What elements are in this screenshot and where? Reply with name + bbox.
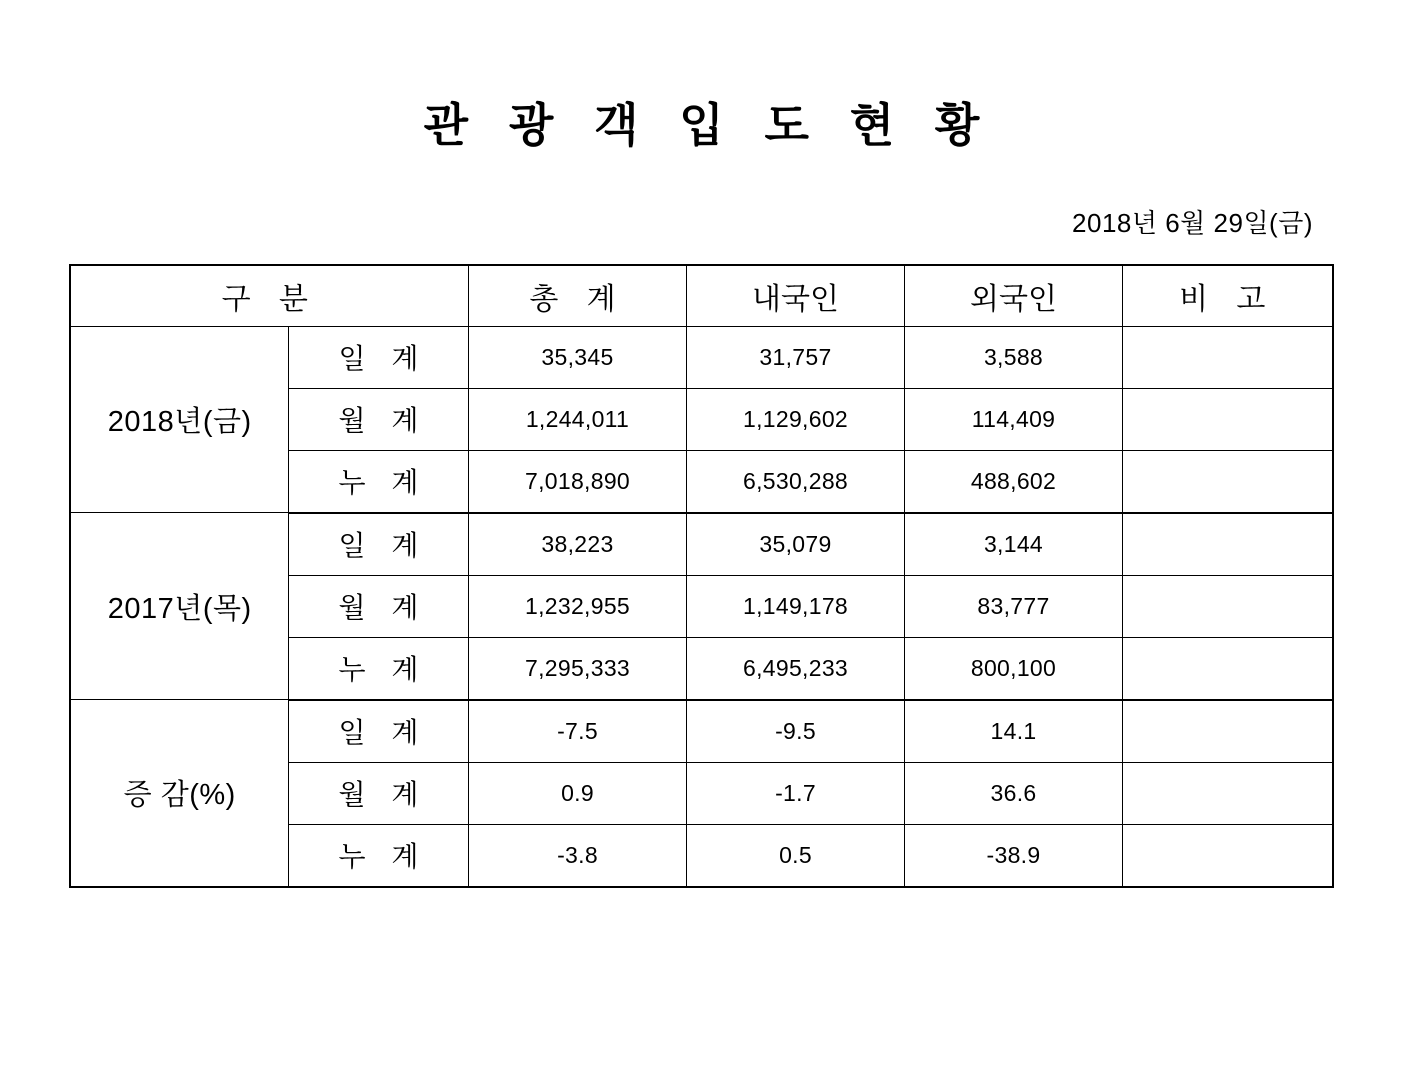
cell-note — [1123, 824, 1333, 887]
cell-note — [1123, 700, 1333, 763]
cell-total: 38,223 — [469, 513, 687, 576]
cell-foreign: 114,409 — [905, 388, 1123, 450]
table-row — [70, 700, 1332, 763]
row-sub-label: 월 계 — [288, 762, 468, 824]
row-sub-label: 누 계 — [288, 450, 468, 513]
cell-domestic: 0.5 — [687, 824, 905, 887]
cell-domestic: 1,149,178 — [687, 575, 905, 637]
cell-total: -3.8 — [469, 824, 687, 887]
report-date: 2018년 6월 29일(금) — [1072, 207, 1313, 238]
cell-total: 1,244,011 — [469, 388, 687, 450]
row-sub-label: 일 계 — [288, 513, 468, 576]
cell-foreign: 488,602 — [905, 450, 1123, 513]
cell-total: 0.9 — [469, 762, 687, 824]
cell-note — [1123, 762, 1333, 824]
cell-domestic: 35,079 — [687, 513, 905, 576]
cell-foreign: -38.9 — [905, 824, 1123, 887]
cell-total: 35,345 — [469, 326, 687, 388]
cell-note — [1123, 326, 1333, 388]
cell-note — [1123, 575, 1333, 637]
cell-foreign: 14.1 — [905, 700, 1123, 763]
column-header-domestic: 내국인 — [687, 265, 905, 327]
row-sub-label: 월 계 — [288, 575, 468, 637]
row-sub-label: 누 계 — [288, 637, 468, 700]
row-group-label: 2017년(목) — [70, 513, 288, 700]
cell-domestic: 6,495,233 — [687, 637, 905, 700]
row-sub-label: 일 계 — [288, 700, 468, 763]
cell-foreign: 83,777 — [905, 575, 1123, 637]
cell-foreign: 800,100 — [905, 637, 1123, 700]
row-sub-label: 월 계 — [288, 388, 468, 450]
column-header-foreign: 외국인 — [905, 265, 1123, 327]
tourist-arrivals-table — [69, 264, 1333, 888]
table-row — [70, 326, 1332, 388]
row-sub-label: 누 계 — [288, 824, 468, 887]
column-header-total: 총 계 — [469, 265, 687, 327]
row-group-label: 증 감(%) — [70, 700, 288, 887]
cell-domestic: -9.5 — [687, 700, 905, 763]
column-header-category: 구 분 — [70, 265, 468, 327]
cell-total: 1,232,955 — [469, 575, 687, 637]
cell-total: -7.5 — [469, 700, 687, 763]
table-header-row — [70, 265, 1332, 327]
row-sub-label: 일 계 — [288, 326, 468, 388]
document-page — [0, 100, 1403, 1092]
table-row — [70, 513, 1332, 576]
cell-domestic: 1,129,602 — [687, 388, 905, 450]
cell-note — [1123, 450, 1333, 513]
page-title: 관 광 객 입 도 현 황 — [423, 99, 994, 151]
row-group-label: 2018년(금) — [70, 326, 288, 513]
cell-domestic: 31,757 — [687, 326, 905, 388]
column-header-note: 비 고 — [1123, 265, 1333, 327]
cell-total: 7,295,333 — [469, 637, 687, 700]
cell-total: 7,018,890 — [469, 450, 687, 513]
cell-foreign: 3,144 — [905, 513, 1123, 576]
cell-domestic: 6,530,288 — [687, 450, 905, 513]
cell-foreign: 36.6 — [905, 762, 1123, 824]
cell-domestic: -1.7 — [687, 762, 905, 824]
cell-note — [1123, 513, 1333, 576]
cell-foreign: 3,588 — [905, 326, 1123, 388]
cell-note — [1123, 388, 1333, 450]
cell-note — [1123, 637, 1333, 700]
